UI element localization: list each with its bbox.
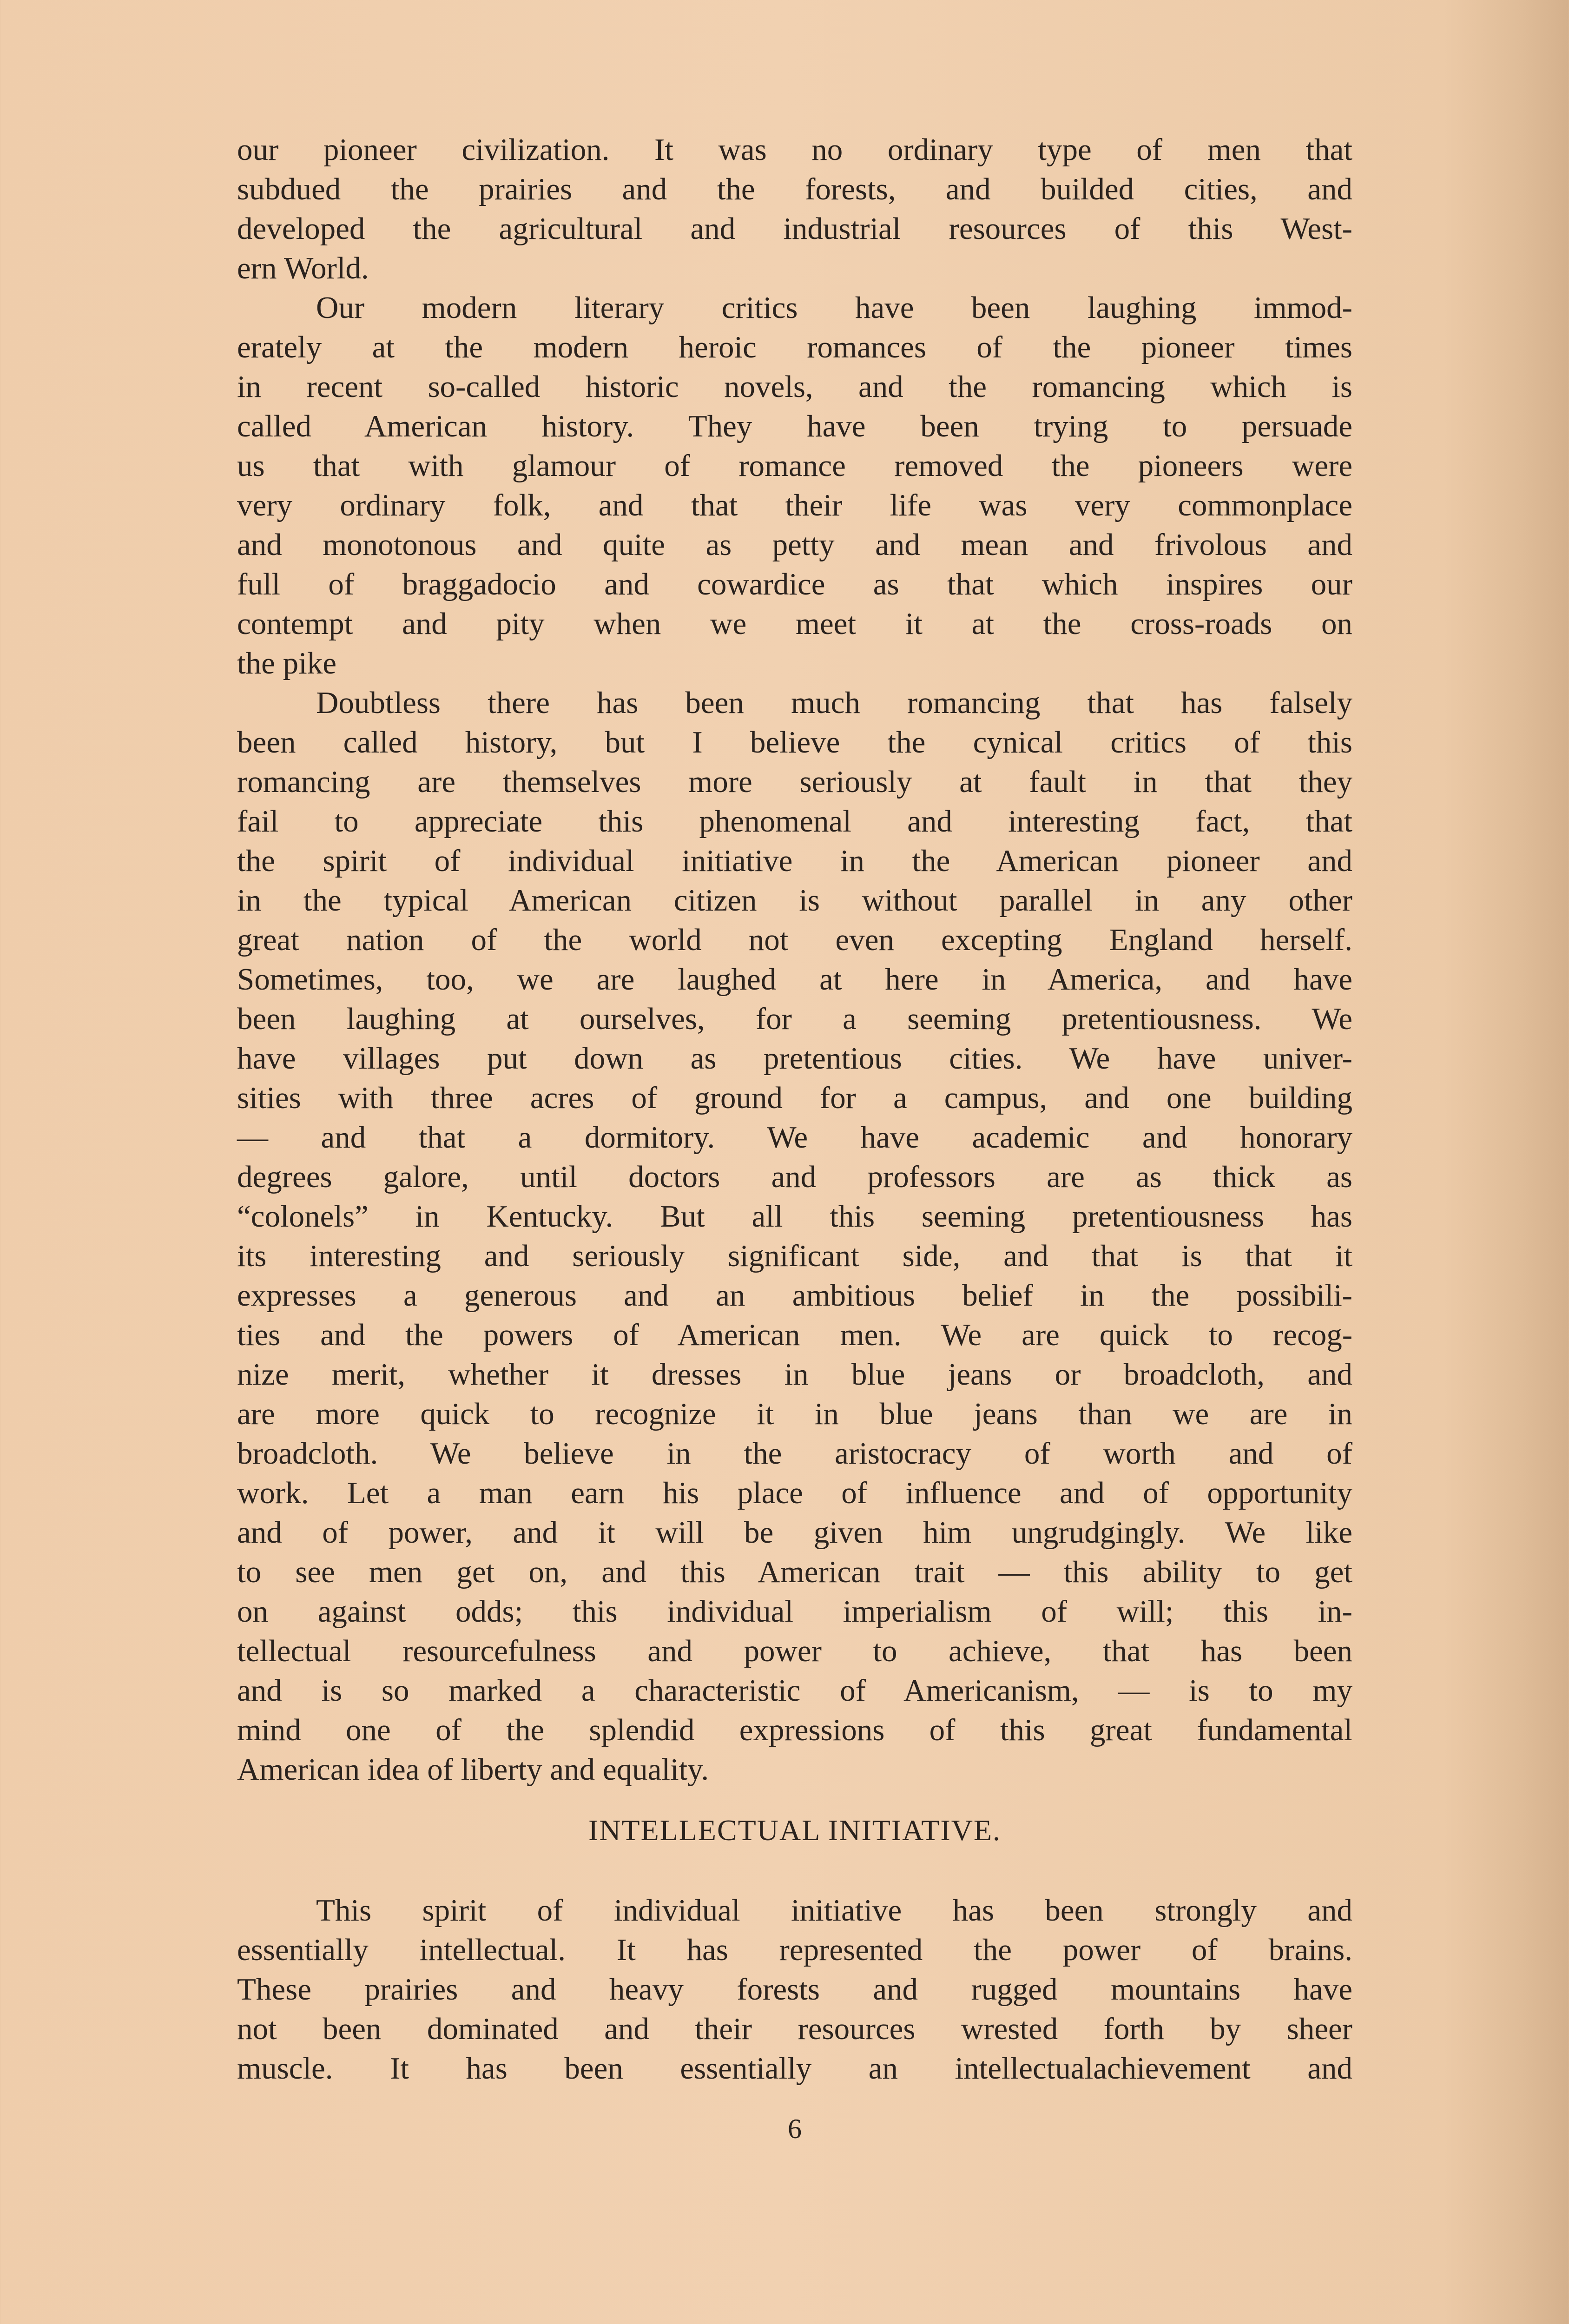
text-line: the spirit of individual initiative in the American pioneer and: [237, 844, 1352, 878]
text-line: expresses a generous and an ambitious belief in the possibili-: [237, 1278, 1352, 1313]
text-line: fail to appreciate this phenomenal and interesting fact, that: [237, 804, 1352, 838]
text-line: been called history, but I believe the cynical critics of this: [237, 725, 1352, 759]
text-line: ern World.: [237, 251, 369, 285]
text-line: in the typical American citizen is without parallel in any other: [237, 883, 1352, 918]
text-line: This spirit of individual initiative has been strongly and: [316, 1893, 1352, 1928]
text-line: us that with glamour of romance removed the pioneers were: [237, 449, 1352, 483]
text-line: work. Let a man earn his place of influence and of opportunity: [237, 1476, 1352, 1510]
text-line: broadcloth. We believe in the aristocracy of worth and of: [237, 1436, 1352, 1471]
text-line: contempt and pity when we meet it at the cross-roads on: [237, 607, 1352, 641]
text-line: Sometimes, too, we are laughed at here in America, and have: [237, 962, 1352, 997]
paragraph: [237, 1891, 1352, 2088]
text-line: and is so marked a characteristic of Americanism, — is to my: [237, 1673, 1352, 1708]
text-line: not been dominated and their resources wrested forth by sheer: [237, 2012, 1352, 2046]
page-number: 6: [788, 2113, 802, 2144]
text-line: called American history. They have been trying to persuade: [237, 409, 1352, 443]
section-text: [237, 1891, 1352, 2088]
text-line: been laughing at ourselves, for a seeming pretentiousness. We: [237, 1002, 1352, 1036]
paragraph: [237, 288, 1352, 683]
text-line: degrees galore, until doctors and professors are as thick as: [237, 1160, 1352, 1194]
text-line: essentially intellectual. It has represented the power of brains.: [237, 1933, 1352, 1967]
text-line: “colonels” in Kentucky. But all this seeming pretentiousness has: [237, 1199, 1352, 1234]
text-line: Doubtless there has been much romancing that has falsely: [316, 686, 1352, 720]
text-line: on against odds; this individual imperialism of will; this in-: [237, 1594, 1352, 1629]
text-line: tellectual resourcefulness and power to achieve, that has been: [237, 1634, 1352, 1668]
body-text: [237, 130, 1352, 1789]
text-line: and monotonous and quite as petty and mean and frivolous and: [237, 528, 1352, 562]
text-line: subdued the prairies and the forests, and builded cities, and: [237, 172, 1352, 206]
text-line: great nation of the world not even excepting England herself.: [237, 923, 1352, 957]
text-line: nize merit, whether it dresses in blue jeans or broadcloth, and: [237, 1357, 1352, 1392]
text-line: full of braggadocio and cowardice as that which inspires our: [237, 567, 1352, 601]
text-line: mind one of the splendid expressions of this great fundamental: [237, 1713, 1352, 1747]
text-line: These prairies and heavy forests and rugged mountains have: [237, 1972, 1352, 2007]
text-line: very ordinary folk, and that their life was very commonplace: [237, 488, 1352, 522]
text-line: our pioneer civilization. It was no ordinary type of men that: [237, 132, 1352, 167]
text-line: have villages put down as pretentious cities. We have univer-: [237, 1041, 1352, 1076]
text-line: muscle. It has been essentially an intellectualachievement and: [237, 2051, 1352, 2086]
text-line: — and that a dormitory. We have academic and honorary: [237, 1120, 1352, 1155]
text-line: ties and the powers of American men. We are quick to recog-: [237, 1318, 1352, 1352]
paragraph: [237, 130, 1352, 288]
text-line: Our modern literary critics have been laughing immod-: [316, 290, 1352, 325]
text-line: its interesting and seriously significant side, and that is that it: [237, 1239, 1352, 1273]
text-line: erately at the modern heroic romances of the pioneer times: [237, 330, 1352, 364]
text-line: developed the agricultural and industrial resources of this West-: [237, 211, 1352, 246]
text-line: romancing are themselves more seriously at fault in that they: [237, 765, 1352, 799]
text-line: the pike: [237, 646, 336, 680]
text-line: and of power, and it will be given him ungrudgingly. We like: [237, 1515, 1352, 1550]
text-line: sities with three acres of ground for a campus, and one building: [237, 1081, 1352, 1115]
text-line: to see men get on, and this American trait — this ability to get: [237, 1555, 1352, 1589]
paragraph: [237, 683, 1352, 1789]
text-line: are more quick to recognize it in blue jeans than we are in: [237, 1397, 1352, 1431]
section-heading: INTELLECTUAL INITIATIVE.: [588, 1814, 1002, 1847]
text-line: American idea of liberty and equality.: [237, 1752, 709, 1787]
text-line: in recent so-called historic novels, and the romancing which is: [237, 370, 1352, 404]
